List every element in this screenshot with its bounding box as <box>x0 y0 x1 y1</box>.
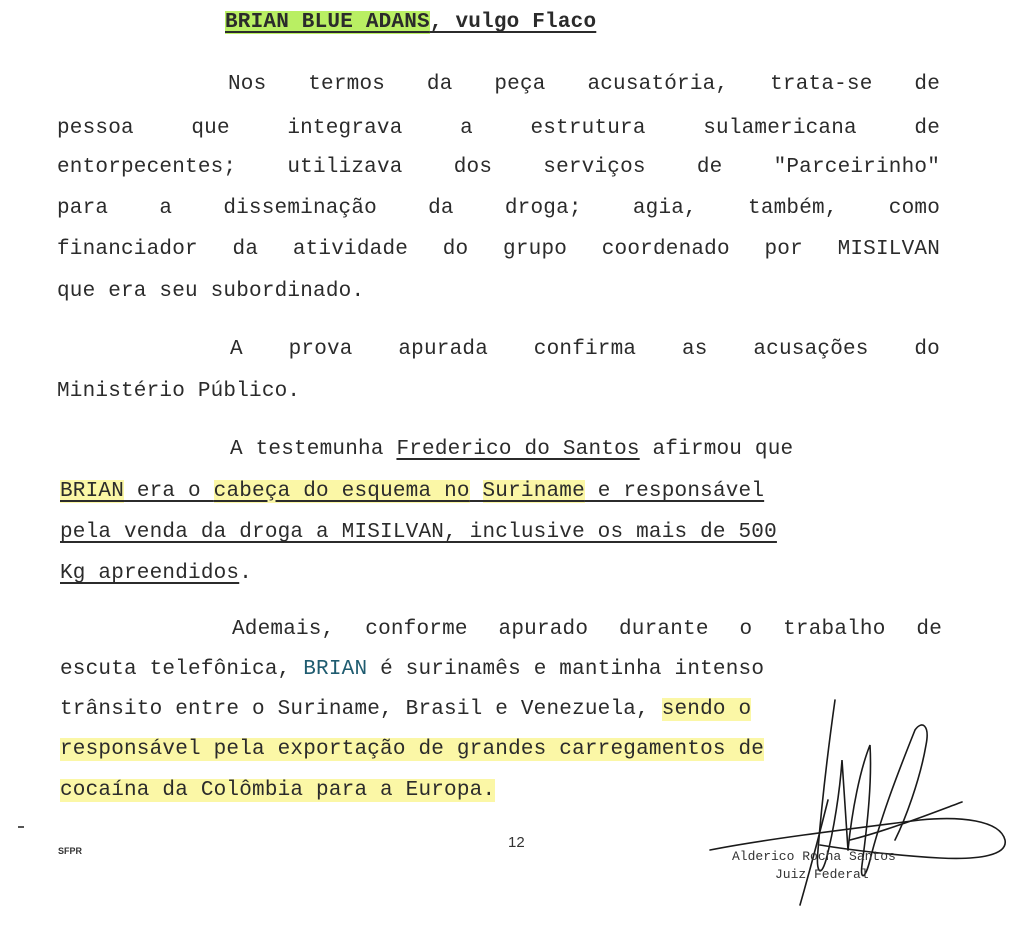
p4-line-1: Ademais, conforme apurado durante o trabalho de <box>232 618 942 641</box>
footer-code: SFPR <box>58 846 83 856</box>
margin-mark <box>18 826 24 828</box>
p3-line-1a: A testemunha <box>230 438 397 461</box>
p3-line-2d <box>470 480 483 503</box>
p1-line-2: pessoa que integrava a estrutura sulamericana de <box>57 117 940 140</box>
p4-line-3a: trânsito entre o Suriname, Brasil e Venezuela, <box>60 698 662 721</box>
p1-line-6: que era seu subordinado. <box>57 280 365 303</box>
signer-name: Alderico Rocha Santos <box>732 849 896 864</box>
p3-line-3: pela venda da droga a MISILVAN, inclusive os mais de 500 <box>60 521 777 544</box>
p2-line-1: A prova apurada confirma as acusações do <box>230 338 940 361</box>
defendant-alias: , vulgo Flaco <box>429 11 597 34</box>
p4-sendo-highlight: sendo o <box>661 698 752 721</box>
p3-line-2b: era o <box>124 480 214 503</box>
p3-brian-highlight: BRIAN <box>60 480 125 503</box>
p1-line-5: financiador da atividade do grupo coordenado por MISILVAN <box>57 238 940 261</box>
p1-line-3: entorpecentes; utilizava dos serviços de "Parceirinho" <box>57 156 940 179</box>
p3-line-4 <box>60 559 252 589</box>
p4-line-3 <box>60 695 751 725</box>
p4-line-4-highlight: responsável pela exportação de grandes carregamentos de <box>60 738 765 761</box>
p1-line-4: para a disseminação da droga; agia, também, como <box>57 197 940 220</box>
p3-kg-apreendidos: Kg apreendidos <box>60 562 240 585</box>
handwritten-signature <box>700 690 1020 920</box>
p3-line-2 <box>60 477 764 507</box>
signer-role: Juiz Federal <box>775 867 869 882</box>
p4-line-2 <box>60 655 764 685</box>
p2-line-2: Ministério Público. <box>57 380 301 403</box>
p3-line-1c: afirmou que <box>639 438 794 461</box>
p1-line-1: Nos termos da peça acusatória, trata-se de <box>228 73 940 96</box>
p3-line-1 <box>230 435 793 465</box>
p3-cabeca-highlight: cabeça do esquema no <box>213 480 470 503</box>
p4-brian: BRIAN <box>303 658 368 681</box>
p3-line-2f: e responsável <box>584 480 765 503</box>
p4-line-5 <box>60 776 495 806</box>
p4-line-4 <box>60 735 764 765</box>
witness-name: Frederico do Santos <box>396 438 640 461</box>
p4-line-5-highlight: cocaína da Colômbia para a Europa. <box>60 779 496 802</box>
p4-line-2a: escuta telefônica, <box>60 658 304 681</box>
p4-line-2c: é surinamês e mantinha intenso <box>367 658 765 681</box>
p3-line-4b: . <box>239 562 253 585</box>
defendant-name: BRIAN BLUE ADANS <box>225 11 430 34</box>
page-number: 12 <box>508 834 525 851</box>
defendant-heading <box>225 8 596 38</box>
p3-suriname-highlight: Suriname <box>482 480 585 503</box>
